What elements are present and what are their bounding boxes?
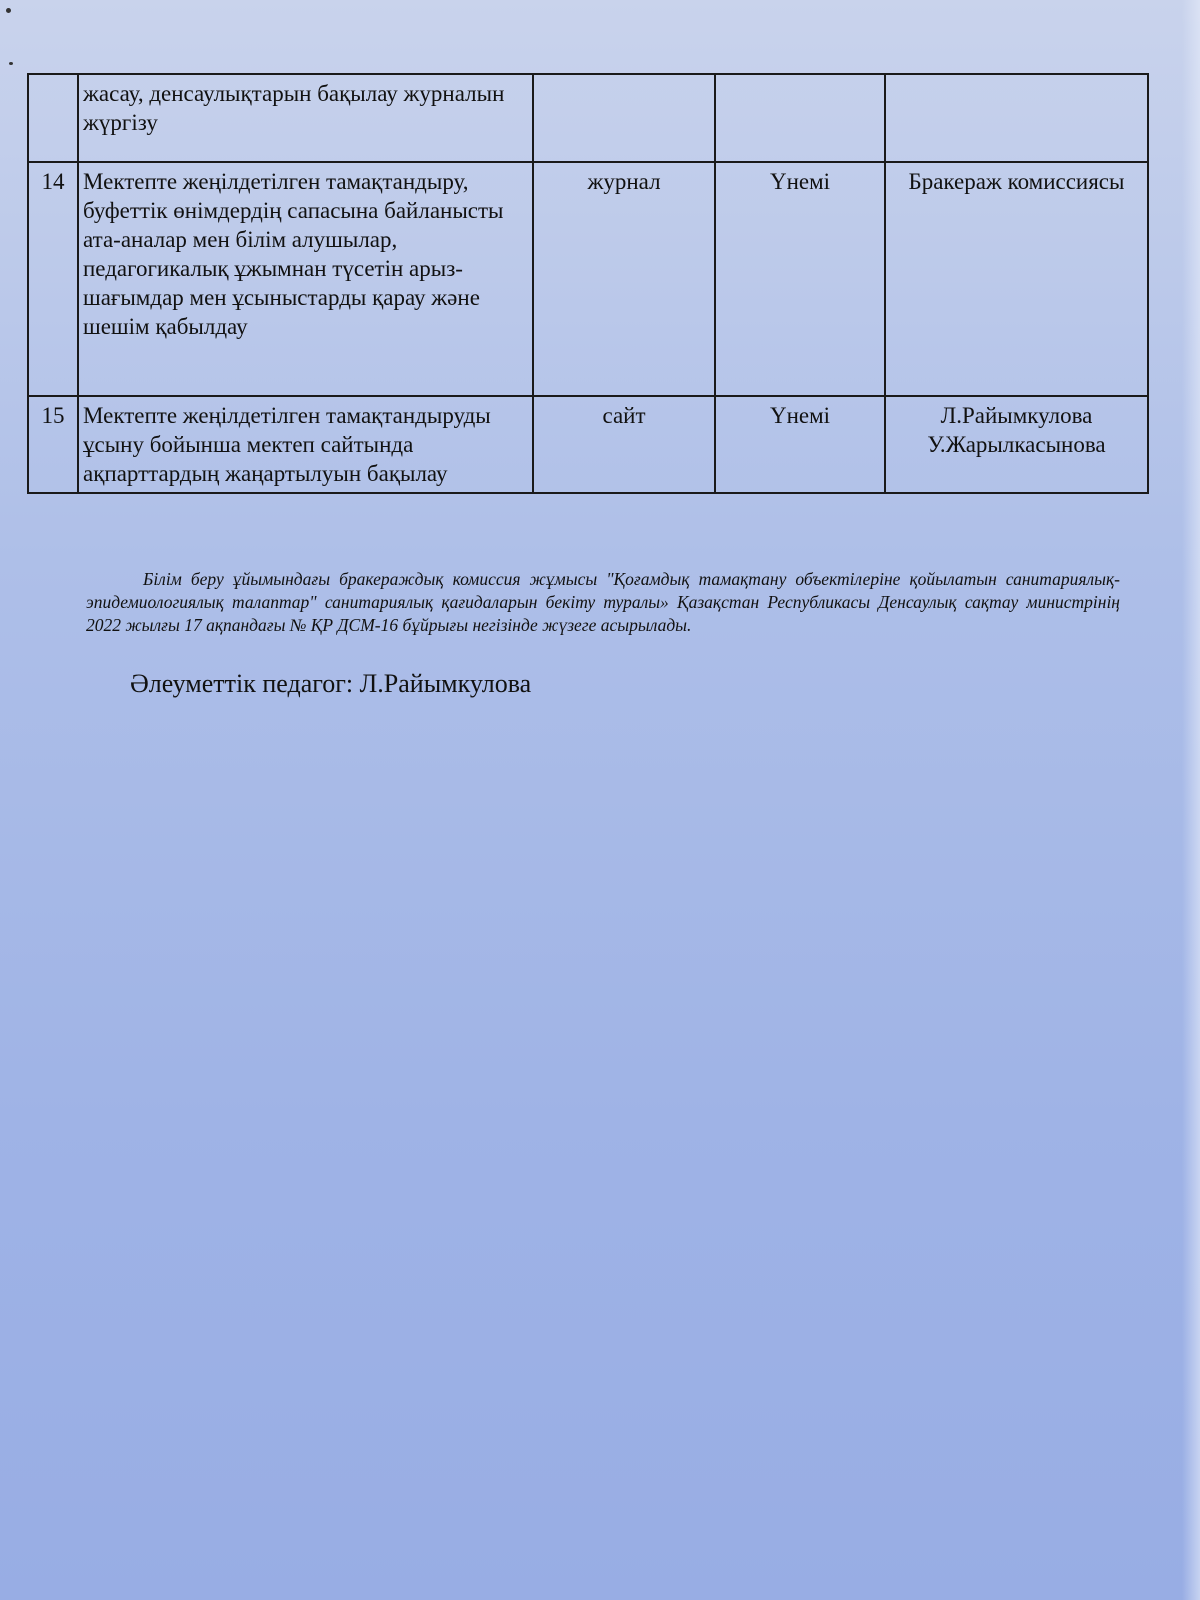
signature-line: Әлеуметтік педагог: Л.Райымкулова <box>130 669 532 698</box>
row-responsible <box>885 162 1148 396</box>
row-responsible <box>885 396 1148 493</box>
table-row <box>28 74 1148 162</box>
row-term: Үнемі <box>715 162 885 396</box>
row-term <box>715 74 885 162</box>
paper-speck <box>6 8 11 13</box>
row-description: Мектепте жеңілдетілген тамақтандыруды ұсыну бойынша мектеп сайтында ақпарттардың жаңартылуын бақылау <box>78 396 533 493</box>
row-number <box>28 74 78 162</box>
table-row <box>28 162 1148 396</box>
plan-table <box>27 73 1149 494</box>
row-number: 14 <box>28 162 78 396</box>
responsible-name: Л.Райымкулова <box>940 403 1093 428</box>
responsible-name: У.Жарылкасынова <box>927 432 1106 457</box>
row-description: жасау, денсаулықтарын бақылау журналын жүргізу <box>78 74 533 162</box>
row-form <box>533 74 715 162</box>
row-description: Мектепте жеңілдетілген тамақтандыру, буфеттік өнімдердің сапасына байланысты ата-аналар мен білім алушылар, педагогикалық ұжымнан түсетін арыз-шағымдар мен ұсыныстарды қарау және шешім қабылдау <box>78 162 533 396</box>
row-responsible <box>885 74 1148 162</box>
row-form: журнал <box>533 162 715 396</box>
table-row <box>28 396 1148 493</box>
paper-edge <box>1182 0 1200 1600</box>
row-number: 15 <box>28 396 78 493</box>
footnote-text: Білім беру ұйымындағы бракераждық комиссия жұмысы "Қоғамдық тамақтану объектілеріне қойылатын санитариялық-эпидемиологиялық талаптар" санитариялық қағидаларын бекіту туралы» Қазақстан Республикасы Денсаулық сақтау министрінің 2022 жылғы 17 ақпандағы № ҚР ДСМ-16 бұйрығы негізінде жүзеге асырылады. <box>86 568 1120 635</box>
row-form: сайт <box>533 396 715 493</box>
responsible-name: Бракераж комиссиясы <box>908 169 1125 194</box>
paper-speck <box>9 62 13 65</box>
row-term: Үнемі <box>715 396 885 493</box>
